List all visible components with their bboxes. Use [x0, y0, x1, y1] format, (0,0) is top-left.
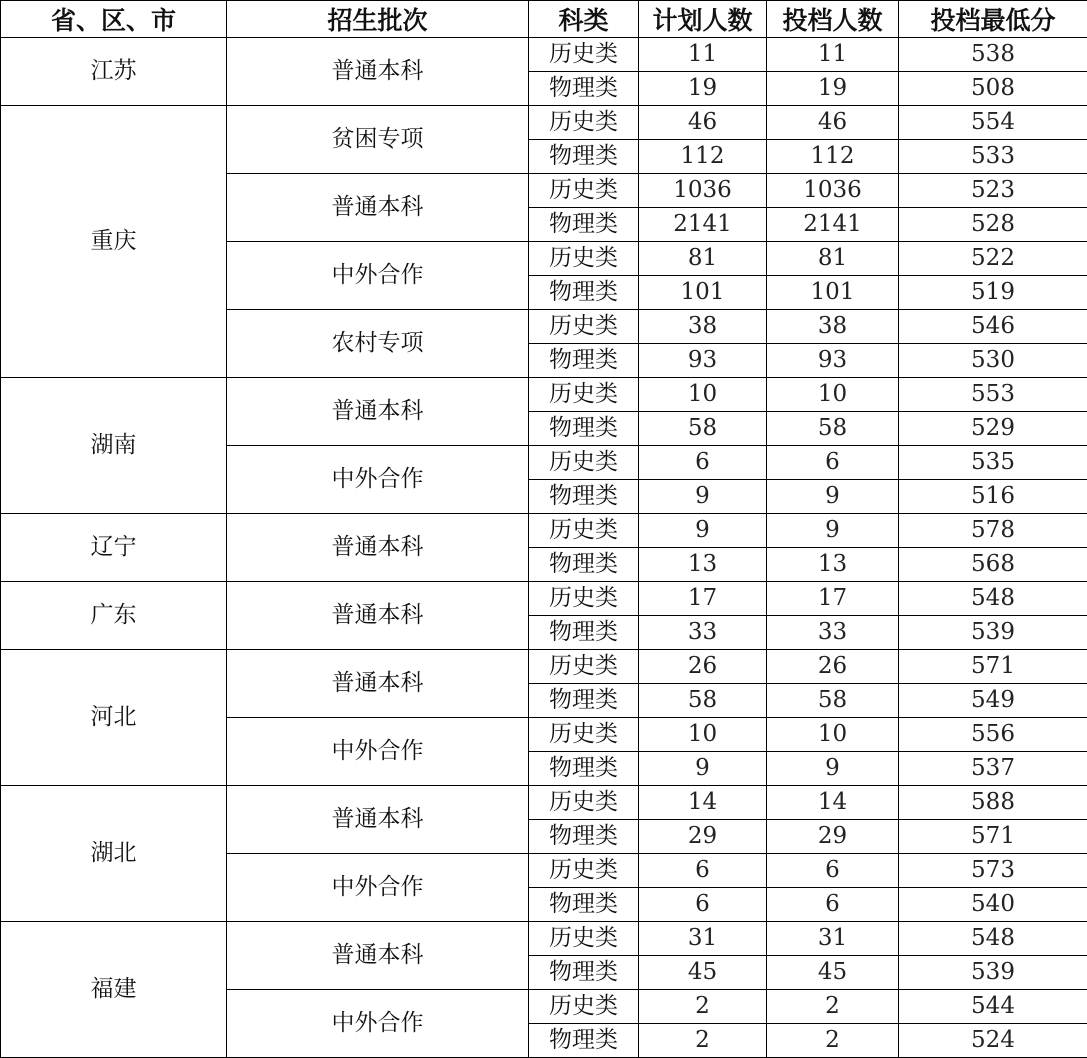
subject-cell: 物理类	[529, 344, 639, 378]
batch-cell: 普通本科	[227, 650, 529, 718]
subject-cell: 历史类	[529, 650, 639, 684]
subject-cell: 物理类	[529, 276, 639, 310]
min-score-cell: 571	[899, 820, 1087, 854]
min-score-cell: 573	[899, 854, 1087, 888]
admitted-count-cell: 2	[767, 990, 899, 1024]
table-row	[1, 786, 1087, 820]
min-score-cell: 533	[899, 140, 1087, 174]
planned-count-cell: 10	[639, 378, 767, 412]
min-score-cell: 556	[899, 718, 1087, 752]
admitted-count-cell: 46	[767, 106, 899, 140]
min-score-cell: 530	[899, 344, 1087, 378]
batch-cell: 普通本科	[227, 378, 529, 446]
admitted-count-cell: 9	[767, 752, 899, 786]
planned-count-cell: 112	[639, 140, 767, 174]
min-score-cell: 578	[899, 514, 1087, 548]
planned-count-cell: 33	[639, 616, 767, 650]
subject-cell: 物理类	[529, 888, 639, 922]
subject-cell: 物理类	[529, 616, 639, 650]
min-score-cell: 524	[899, 1024, 1087, 1058]
subject-cell: 物理类	[529, 208, 639, 242]
admitted-count-cell: 11	[767, 38, 899, 72]
admitted-count-cell: 2	[767, 1024, 899, 1058]
admitted-count-cell: 101	[767, 276, 899, 310]
admitted-count-cell: 17	[767, 582, 899, 616]
subject-cell: 物理类	[529, 480, 639, 514]
header-row	[1, 1, 1087, 38]
subject-cell: 历史类	[529, 718, 639, 752]
table-row	[1, 38, 1087, 72]
min-score-cell: 522	[899, 242, 1087, 276]
planned-count-cell: 101	[639, 276, 767, 310]
planned-count-cell: 26	[639, 650, 767, 684]
planned-count-cell: 10	[639, 718, 767, 752]
min-score-cell: 535	[899, 446, 1087, 480]
province-cell: 福建	[1, 922, 227, 1058]
admitted-count-cell: 19	[767, 72, 899, 106]
planned-count-cell: 58	[639, 684, 767, 718]
min-score-cell: 548	[899, 582, 1087, 616]
admitted-count-cell: 31	[767, 922, 899, 956]
table-row	[1, 106, 1087, 140]
min-score-cell: 529	[899, 412, 1087, 446]
admitted-count-cell: 58	[767, 412, 899, 446]
subject-cell: 物理类	[529, 752, 639, 786]
admitted-count-cell: 2141	[767, 208, 899, 242]
batch-cell: 中外合作	[227, 990, 529, 1058]
min-score-cell: 544	[899, 990, 1087, 1024]
admitted-count-cell: 13	[767, 548, 899, 582]
batch-cell: 中外合作	[227, 446, 529, 514]
table-row	[1, 514, 1087, 548]
planned-count-cell: 11	[639, 38, 767, 72]
min-score-cell: 519	[899, 276, 1087, 310]
subject-cell: 历史类	[529, 38, 639, 72]
admitted-count-cell: 112	[767, 140, 899, 174]
subject-cell: 物理类	[529, 412, 639, 446]
admitted-count-cell: 6	[767, 446, 899, 480]
planned-count-cell: 6	[639, 446, 767, 480]
min-score-cell: 549	[899, 684, 1087, 718]
subject-cell: 物理类	[529, 820, 639, 854]
planned-count-cell: 13	[639, 548, 767, 582]
admitted-count-cell: 14	[767, 786, 899, 820]
subject-cell: 历史类	[529, 990, 639, 1024]
planned-count-cell: 2	[639, 990, 767, 1024]
table-row	[1, 650, 1087, 684]
min-score-cell: 540	[899, 888, 1087, 922]
planned-count-cell: 81	[639, 242, 767, 276]
batch-cell: 中外合作	[227, 242, 529, 310]
planned-count-cell: 38	[639, 310, 767, 344]
batch-cell: 普通本科	[227, 922, 529, 990]
min-score-cell: 554	[899, 106, 1087, 140]
batch-cell: 普通本科	[227, 786, 529, 854]
batch-cell: 普通本科	[227, 174, 529, 242]
min-score-cell: 571	[899, 650, 1087, 684]
subject-cell: 历史类	[529, 446, 639, 480]
subject-cell: 历史类	[529, 582, 639, 616]
min-score-cell: 523	[899, 174, 1087, 208]
planned-count-cell: 45	[639, 956, 767, 990]
planned-count-cell: 2	[639, 1024, 767, 1058]
header-subject: 科类	[529, 1, 639, 38]
min-score-cell: 516	[899, 480, 1087, 514]
planned-count-cell: 2141	[639, 208, 767, 242]
header-province: 省、区、市	[1, 1, 227, 38]
subject-cell: 物理类	[529, 956, 639, 990]
province-cell: 湖北	[1, 786, 227, 922]
subject-cell: 历史类	[529, 786, 639, 820]
planned-count-cell: 46	[639, 106, 767, 140]
subject-cell: 物理类	[529, 684, 639, 718]
subject-cell: 历史类	[529, 106, 639, 140]
table-row	[1, 582, 1087, 616]
min-score-cell: 553	[899, 378, 1087, 412]
subject-cell: 历史类	[529, 242, 639, 276]
admitted-count-cell: 6	[767, 888, 899, 922]
table-body	[1, 38, 1087, 1058]
subject-cell: 物理类	[529, 548, 639, 582]
batch-cell: 贫困专项	[227, 106, 529, 174]
admitted-count-cell: 26	[767, 650, 899, 684]
province-cell: 重庆	[1, 106, 227, 378]
subject-cell: 历史类	[529, 922, 639, 956]
min-score-cell: 568	[899, 548, 1087, 582]
batch-cell: 农村专项	[227, 310, 529, 378]
subject-cell: 历史类	[529, 174, 639, 208]
planned-count-cell: 58	[639, 412, 767, 446]
planned-count-cell: 29	[639, 820, 767, 854]
admitted-count-cell: 38	[767, 310, 899, 344]
batch-cell: 中外合作	[227, 718, 529, 786]
batch-cell: 中外合作	[227, 854, 529, 922]
min-score-cell: 539	[899, 956, 1087, 990]
admitted-count-cell: 93	[767, 344, 899, 378]
admitted-count-cell: 10	[767, 718, 899, 752]
table-row	[1, 922, 1087, 956]
province-cell: 江苏	[1, 38, 227, 106]
admitted-count-cell: 6	[767, 854, 899, 888]
admitted-count-cell: 33	[767, 616, 899, 650]
subject-cell: 历史类	[529, 514, 639, 548]
province-cell: 辽宁	[1, 514, 227, 582]
planned-count-cell: 1036	[639, 174, 767, 208]
min-score-cell: 537	[899, 752, 1087, 786]
planned-count-cell: 6	[639, 888, 767, 922]
planned-count-cell: 19	[639, 72, 767, 106]
admitted-count-cell: 45	[767, 956, 899, 990]
min-score-cell: 546	[899, 310, 1087, 344]
planned-count-cell: 9	[639, 480, 767, 514]
admitted-count-cell: 9	[767, 480, 899, 514]
subject-cell: 历史类	[529, 378, 639, 412]
planned-count-cell: 9	[639, 752, 767, 786]
subject-cell: 物理类	[529, 140, 639, 174]
subject-cell: 物理类	[529, 72, 639, 106]
batch-cell: 普通本科	[227, 582, 529, 650]
header-min-score: 投档最低分	[899, 1, 1087, 38]
min-score-cell: 508	[899, 72, 1087, 106]
min-score-cell: 588	[899, 786, 1087, 820]
province-cell: 河北	[1, 650, 227, 786]
planned-count-cell: 14	[639, 786, 767, 820]
admitted-count-cell: 29	[767, 820, 899, 854]
header-planned: 计划人数	[639, 1, 767, 38]
min-score-cell: 548	[899, 922, 1087, 956]
admitted-count-cell: 58	[767, 684, 899, 718]
admitted-count-cell: 81	[767, 242, 899, 276]
planned-count-cell: 6	[639, 854, 767, 888]
subject-cell: 物理类	[529, 1024, 639, 1058]
batch-cell: 普通本科	[227, 514, 529, 582]
header-batch: 招生批次	[227, 1, 529, 38]
min-score-cell: 528	[899, 208, 1087, 242]
planned-count-cell: 93	[639, 344, 767, 378]
header-admitted: 投档人数	[767, 1, 899, 38]
admitted-count-cell: 1036	[767, 174, 899, 208]
subject-cell: 历史类	[529, 854, 639, 888]
admitted-count-cell: 9	[767, 514, 899, 548]
planned-count-cell: 17	[639, 582, 767, 616]
province-cell: 广东	[1, 582, 227, 650]
min-score-cell: 538	[899, 38, 1087, 72]
planned-count-cell: 9	[639, 514, 767, 548]
province-cell: 湖南	[1, 378, 227, 514]
table-row	[1, 378, 1087, 412]
min-score-cell: 539	[899, 616, 1087, 650]
subject-cell: 历史类	[529, 310, 639, 344]
admitted-count-cell: 10	[767, 378, 899, 412]
batch-cell: 普通本科	[227, 38, 529, 106]
planned-count-cell: 31	[639, 922, 767, 956]
